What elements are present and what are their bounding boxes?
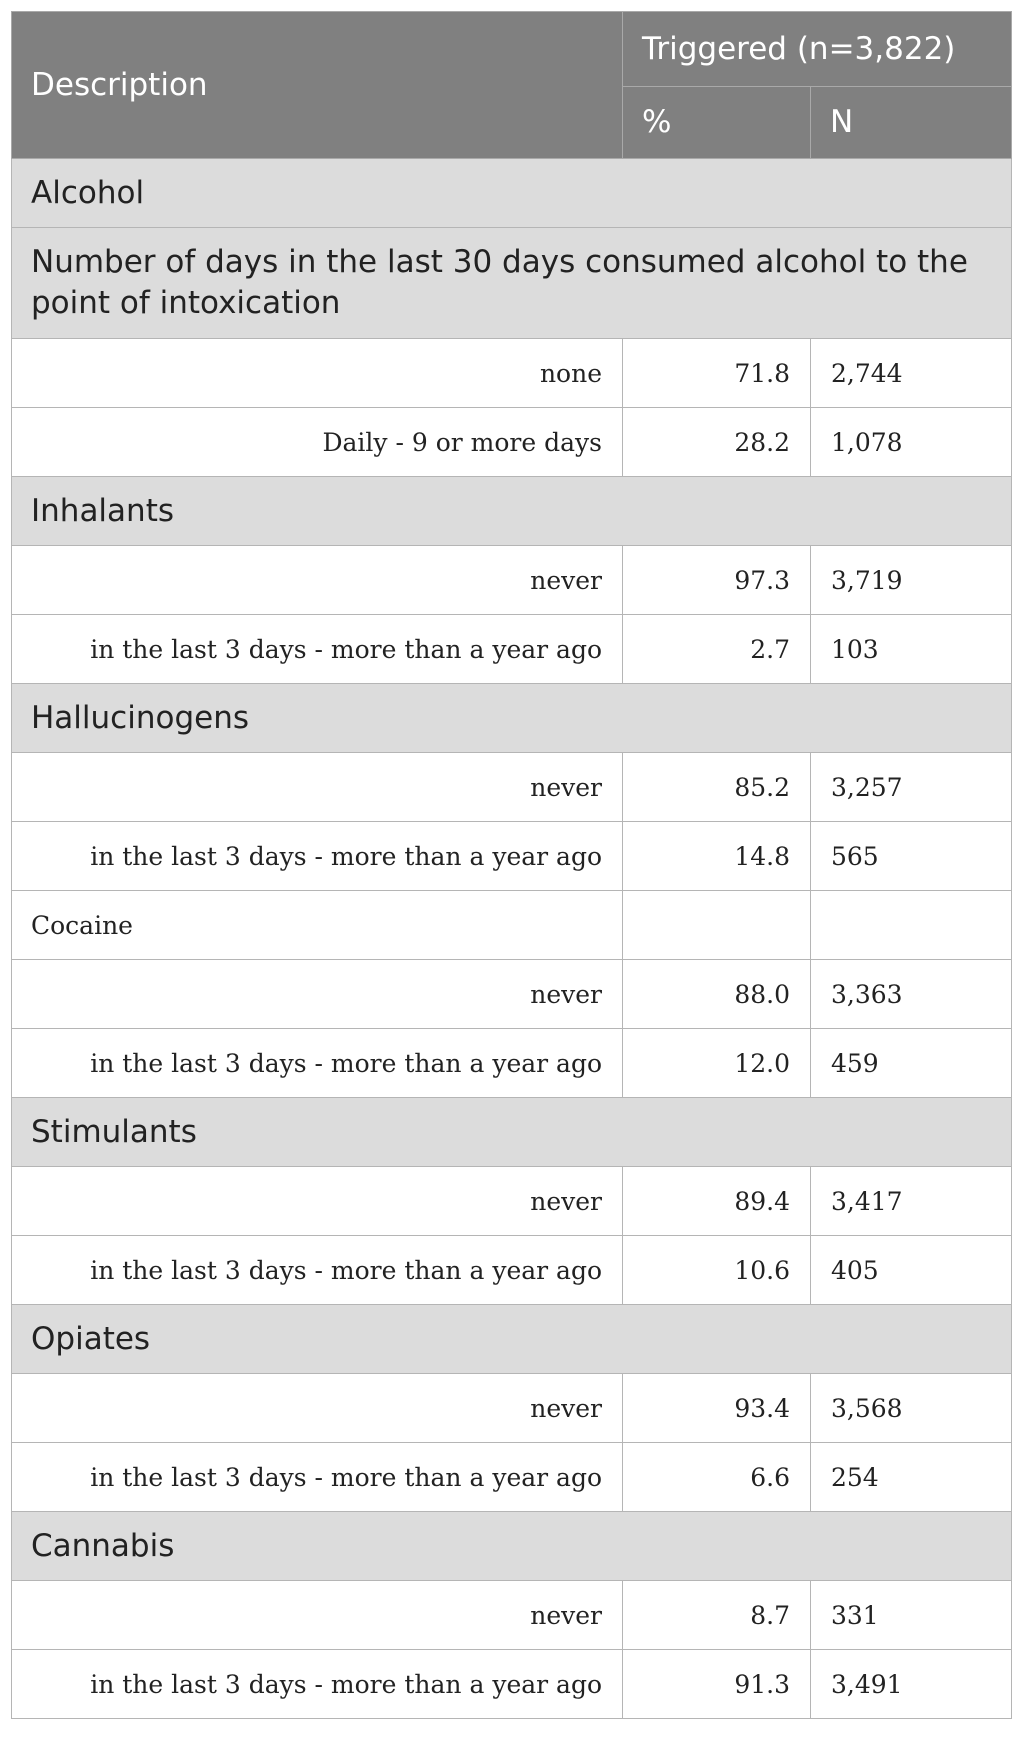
table-row: [12, 1236, 1012, 1305]
count-cell: 565: [811, 822, 1012, 891]
percent-cell: 85.2: [623, 753, 811, 822]
percent-cell: 2.7: [623, 615, 811, 684]
empty-cell: [811, 891, 1012, 960]
empty-cell: [623, 891, 811, 960]
row-label: never: [12, 1167, 623, 1236]
table-row: [12, 1581, 1012, 1650]
row-label: never: [12, 960, 623, 1029]
percent-cell: 93.4: [623, 1374, 811, 1443]
count-cell: 103: [811, 615, 1012, 684]
percent-cell: 6.6: [623, 1443, 811, 1512]
percent-cell: 28.2: [623, 408, 811, 477]
substance-use-table: [11, 11, 1012, 1719]
count-cell: 3,568: [811, 1374, 1012, 1443]
row-label: in the last 3 days - more than a year ago: [12, 1650, 623, 1719]
count-cell: 3,363: [811, 960, 1012, 1029]
count-cell: 331: [811, 1581, 1012, 1650]
section-label: Inhalants: [12, 477, 1012, 546]
row-label: in the last 3 days - more than a year ago: [12, 615, 623, 684]
row-label: never: [12, 1374, 623, 1443]
percent-cell: 97.3: [623, 546, 811, 615]
percent-cell: 8.7: [623, 1581, 811, 1650]
row-label: never: [12, 546, 623, 615]
table-row: [12, 1167, 1012, 1236]
section-label: Stimulants: [12, 1098, 1012, 1167]
percent-cell: 91.3: [623, 1650, 811, 1719]
row-label: none: [12, 339, 623, 408]
percent-cell: 89.4: [623, 1167, 811, 1236]
table-row: [12, 546, 1012, 615]
percent-cell: 10.6: [623, 1236, 811, 1305]
table-row: [12, 960, 1012, 1029]
table-row: [12, 753, 1012, 822]
count-cell: 459: [811, 1029, 1012, 1098]
section-row: [12, 1512, 1012, 1581]
row-label: in the last 3 days - more than a year ago: [12, 1443, 623, 1512]
table-row: [12, 615, 1012, 684]
row-label: in the last 3 days - more than a year ago: [12, 822, 623, 891]
description-header: Description: [12, 12, 623, 159]
section-row: [12, 477, 1012, 546]
row-label: Daily - 9 or more days: [12, 408, 623, 477]
subsection-row: [12, 891, 1012, 960]
row-label: in the last 3 days - more than a year ago: [12, 1236, 623, 1305]
section-row: [12, 159, 1012, 228]
table-row: [12, 822, 1012, 891]
section-label: Cannabis: [12, 1512, 1012, 1581]
section-row: [12, 1098, 1012, 1167]
section-label: Number of days in the last 30 days consumed alcohol to the point of intoxication: [12, 228, 1012, 339]
count-cell: 3,719: [811, 546, 1012, 615]
count-cell: 405: [811, 1236, 1012, 1305]
table-row: [12, 1650, 1012, 1719]
row-label: in the last 3 days - more than a year ago: [12, 1029, 623, 1098]
table-row: [12, 1029, 1012, 1098]
table-row: [12, 1374, 1012, 1443]
count-cell: 2,744: [811, 339, 1012, 408]
count-cell: 3,417: [811, 1167, 1012, 1236]
table-row: [12, 408, 1012, 477]
section-row: [12, 1305, 1012, 1374]
count-cell: 3,491: [811, 1650, 1012, 1719]
section-label: Opiates: [12, 1305, 1012, 1374]
count-cell: 1,078: [811, 408, 1012, 477]
percent-cell: 14.8: [623, 822, 811, 891]
table-header: [12, 12, 1012, 159]
substance-use-table-container: [11, 11, 1011, 1719]
percent-cell: 71.8: [623, 339, 811, 408]
percent-header: %: [623, 86, 811, 158]
section-row: [12, 684, 1012, 753]
table-row: [12, 1443, 1012, 1512]
section-label: Hallucinogens: [12, 684, 1012, 753]
count-cell: 3,257: [811, 753, 1012, 822]
count-header: N: [811, 86, 1012, 158]
table-body: [12, 159, 1012, 1719]
section-label: Alcohol: [12, 159, 1012, 228]
section-row: [12, 228, 1012, 339]
percent-cell: 88.0: [623, 960, 811, 1029]
percent-cell: 12.0: [623, 1029, 811, 1098]
row-label: never: [12, 1581, 623, 1650]
count-cell: 254: [811, 1443, 1012, 1512]
table-row: [12, 339, 1012, 408]
subsection-label: Cocaine: [12, 891, 623, 960]
triggered-group-header: Triggered (n=3,822): [623, 12, 1012, 87]
row-label: never: [12, 753, 623, 822]
